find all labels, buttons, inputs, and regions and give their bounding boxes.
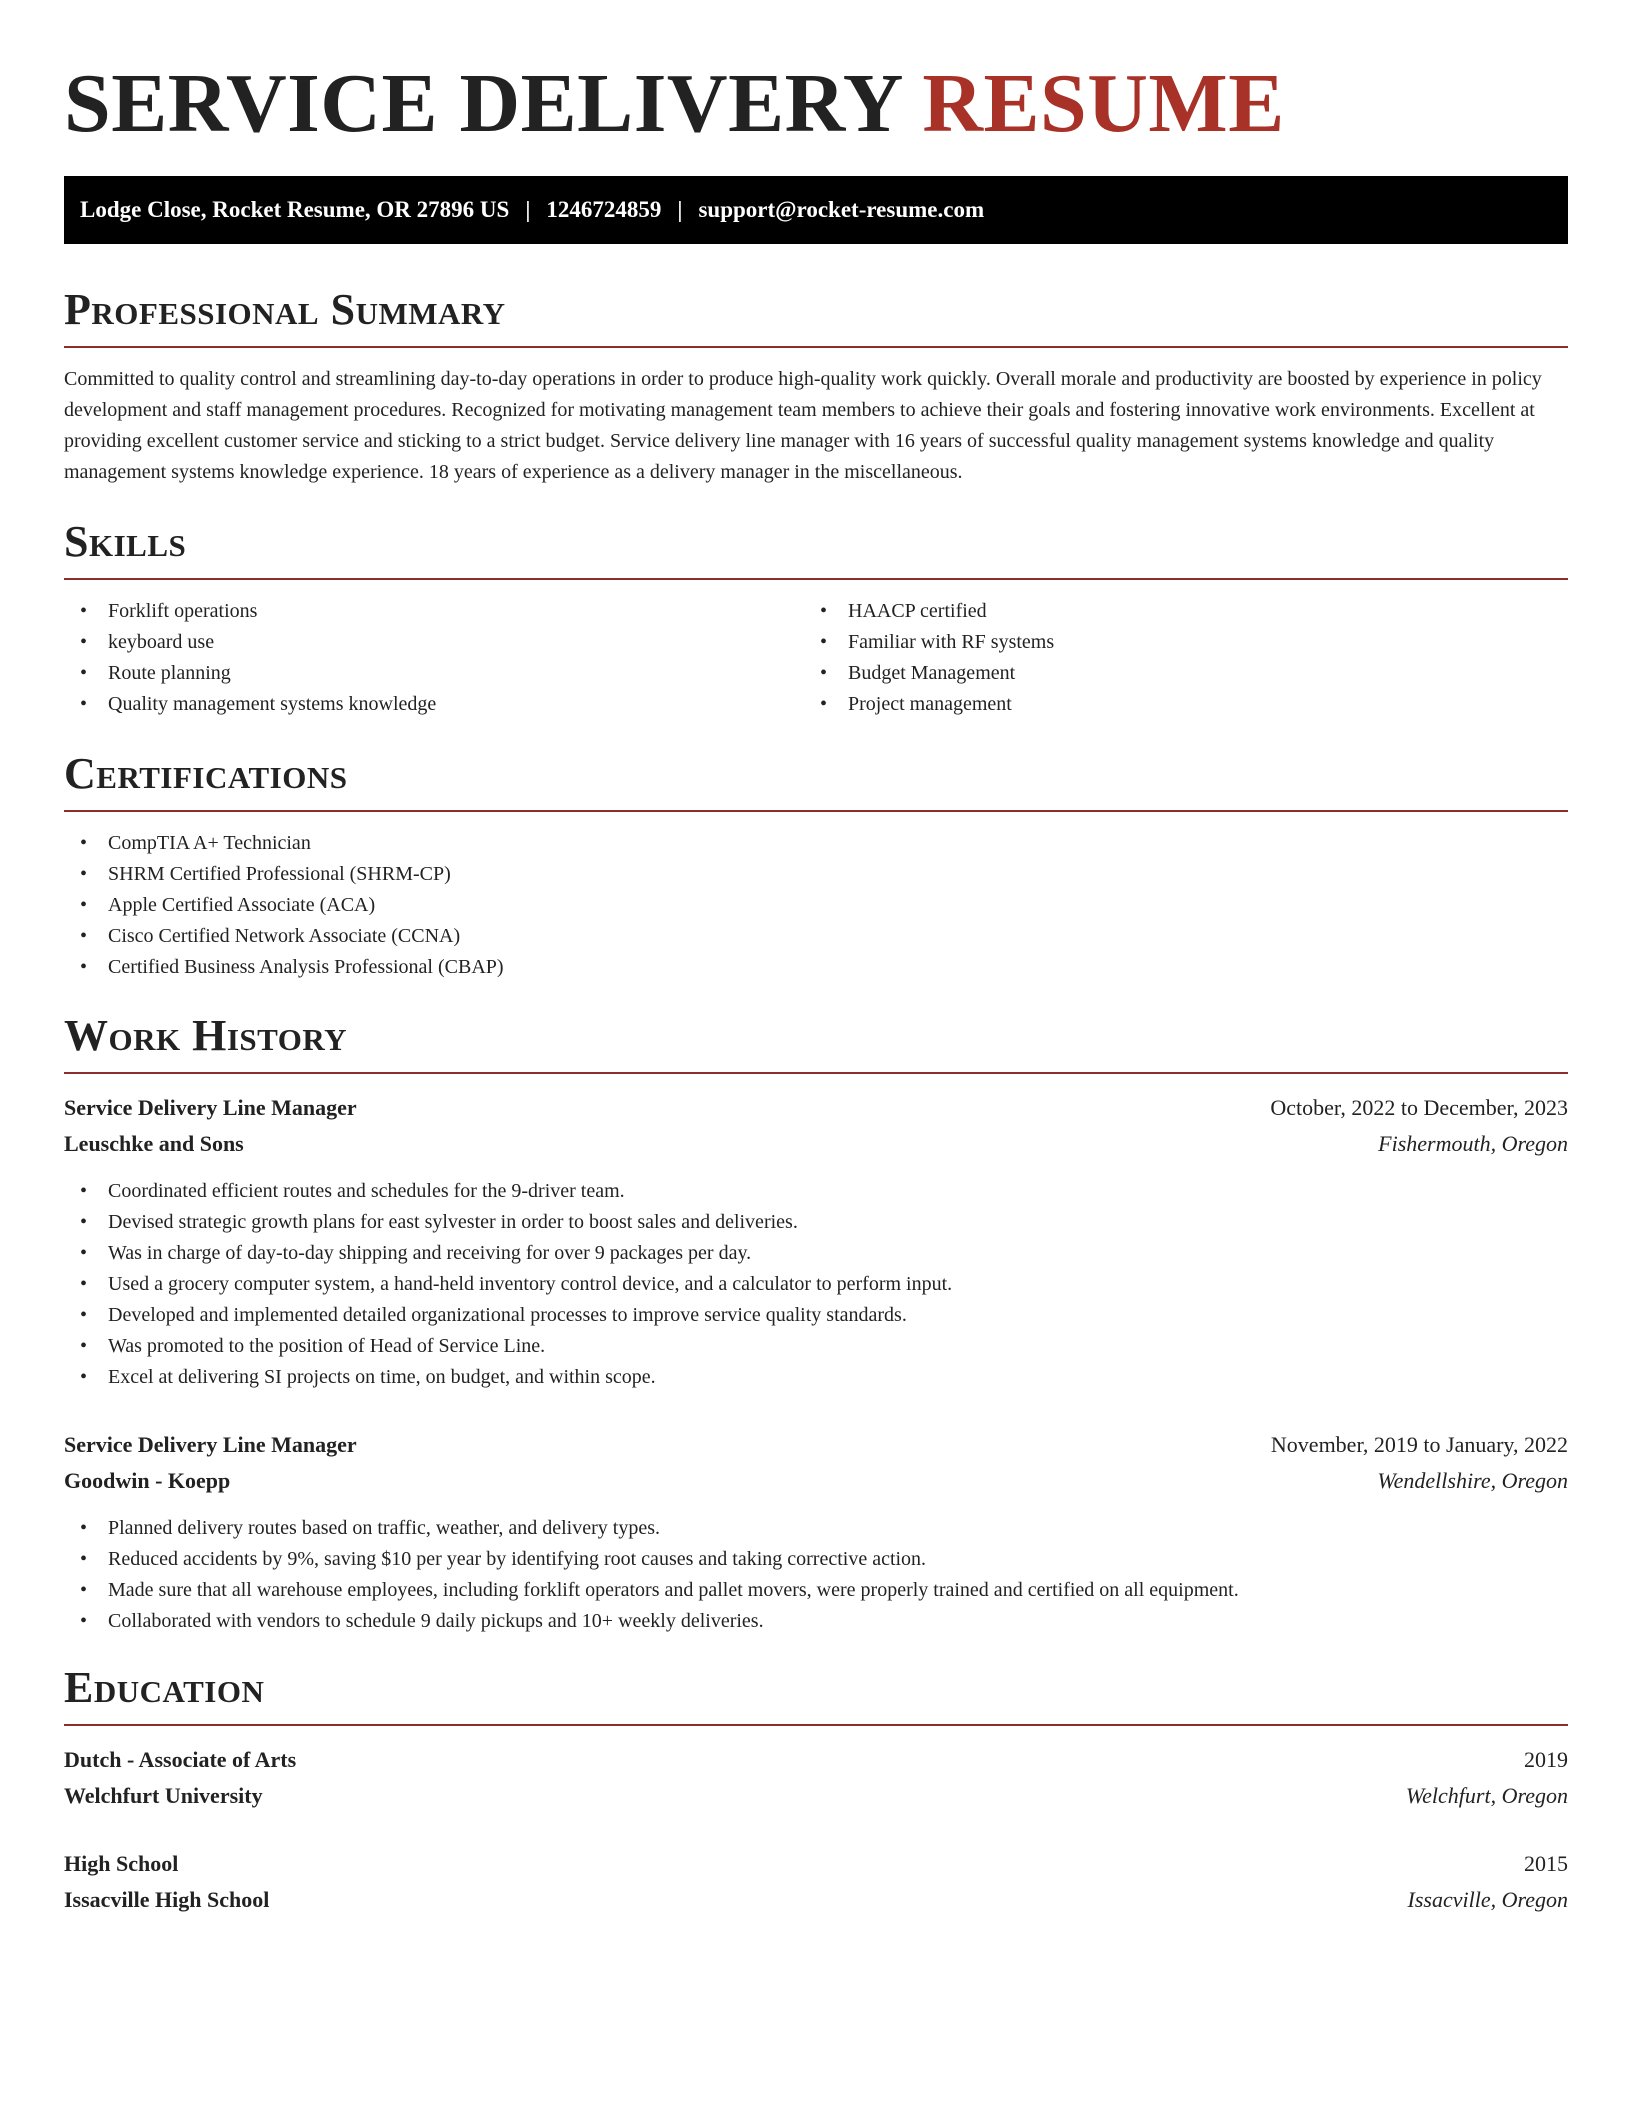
job-duty: • Excel at delivering SI projects on time, on budget, and within scope. bbox=[64, 1362, 1568, 1393]
skill-item: • keyboard use bbox=[64, 627, 804, 658]
skill-item: • HAACP certified bbox=[804, 596, 1544, 627]
certifications-heading: Certifications bbox=[64, 749, 348, 798]
skill-item: • Budget Management bbox=[804, 658, 1544, 689]
job-duties-list bbox=[64, 1176, 1568, 1393]
section-divider bbox=[64, 346, 1568, 348]
contact-bar bbox=[64, 176, 1568, 244]
certification-item: • Apple Certified Associate (ACA) bbox=[64, 890, 1568, 921]
job-title: Service Delivery Line Manager bbox=[64, 1095, 357, 1120]
job-title: Service Delivery Line Manager bbox=[64, 1432, 357, 1457]
job-duties-list bbox=[64, 1513, 1568, 1637]
job-duty: • Collaborated with vendors to schedule 9 daily pickups and 10+ weekly deliveries. bbox=[64, 1606, 1568, 1637]
job-duty: • Made sure that all warehouse employees, including forklift operators and pallet movers, were properly trained and certified on all equipment. bbox=[64, 1575, 1568, 1606]
skills-list-right bbox=[804, 596, 1544, 720]
skills-heading: Skills bbox=[64, 517, 187, 566]
contact-separator: | bbox=[677, 197, 683, 222]
title-accent: RESUME bbox=[922, 57, 1285, 150]
job-duty: • Planned delivery routes based on traffic, weather, and delivery types. bbox=[64, 1513, 1568, 1544]
job-location: Fishermouth, Oregon bbox=[1378, 1131, 1568, 1156]
skill-item: • Project management bbox=[804, 689, 1544, 720]
job-dates: October, 2022 to December, 2023 bbox=[1270, 1095, 1568, 1120]
education-location: Issacville, Oregon bbox=[1407, 1887, 1568, 1912]
section-divider bbox=[64, 1072, 1568, 1074]
education-degree: Dutch - Associate of Arts bbox=[64, 1747, 297, 1772]
skill-item: • Familiar with RF systems bbox=[804, 627, 1544, 658]
certifications-list bbox=[64, 828, 1568, 983]
job-dates: November, 2019 to January, 2022 bbox=[1270, 1432, 1568, 1457]
education-location: Welchfurt, Oregon bbox=[1405, 1783, 1568, 1808]
contact-address: Lodge Close, Rocket Resume, OR 27896 US bbox=[80, 197, 510, 222]
education-heading: Education bbox=[64, 1663, 265, 1712]
job-duty: • Was in charge of day-to-day shipping and receiving for over 9 packages per day. bbox=[64, 1238, 1568, 1269]
education-year: 2019 bbox=[1524, 1747, 1568, 1772]
certification-item: • Cisco Certified Network Associate (CCNA) bbox=[64, 921, 1568, 952]
education-section bbox=[64, 1662, 1568, 1918]
certification-item: • CompTIA A+ Technician bbox=[64, 828, 1568, 859]
skill-item: • Forklift operations bbox=[64, 596, 804, 627]
resume-title bbox=[64, 58, 1285, 150]
certification-item: • SHRM Certified Professional (SHRM-CP) bbox=[64, 859, 1568, 890]
skill-item: • Quality management systems knowledge bbox=[64, 689, 804, 720]
job-duty: • Was promoted to the position of Head of Service Line. bbox=[64, 1331, 1568, 1362]
education-school: Welchfurt University bbox=[64, 1783, 263, 1808]
job-location: Wendellshire, Oregon bbox=[1377, 1468, 1568, 1493]
job-duty: • Coordinated efficient routes and schedules for the 9-driver team. bbox=[64, 1176, 1568, 1207]
certifications-section bbox=[64, 748, 1568, 983]
job-duty: • Developed and implemented detailed organizational processes to improve service quality standards. bbox=[64, 1300, 1568, 1331]
contact-separator: | bbox=[525, 197, 531, 222]
job-company: Leuschke and Sons bbox=[64, 1131, 244, 1156]
contact-phone: 1246724859 bbox=[546, 197, 662, 222]
job-duty: • Reduced accidents by 9%, saving $10 per year by identifying root causes and taking corrective action. bbox=[64, 1544, 1568, 1575]
section-divider bbox=[64, 810, 1568, 812]
contact-email: support@rocket-resume.com bbox=[698, 197, 985, 222]
summary-text: Committed to quality control and streamlining day-to-day operations in order to produce high-quality work quickly. Overall morale and productivity are boosted by experience in policy development and staff management procedures. Recognized for motivating management team members to achieve their goals and fostering innovative work environments. Excellent at providing excellent customer service and sticking to a strict budget. Service delivery line manager with 16 years of successful quality management systems knowledge and quality management systems knowledge experience. 18 years of experience as a delivery manager in the miscellaneous. bbox=[64, 368, 1542, 483]
skill-item: • Route planning bbox=[64, 658, 804, 689]
job-duty: • Used a grocery computer system, a hand-held inventory control device, and a calculator to perform input. bbox=[64, 1269, 1568, 1300]
certification-item: • Certified Business Analysis Professional (CBAP) bbox=[64, 952, 1568, 983]
job-entry bbox=[64, 1090, 1568, 1393]
section-divider bbox=[64, 578, 1568, 580]
education-year: 2015 bbox=[1524, 1851, 1568, 1876]
education-degree: High School bbox=[64, 1851, 179, 1876]
skills-grid bbox=[64, 596, 1568, 720]
skills-section bbox=[64, 516, 1568, 720]
education-entry bbox=[64, 1742, 1568, 1814]
summary-section bbox=[64, 284, 1568, 488]
education-entry bbox=[64, 1846, 1568, 1918]
job-company: Goodwin - Koepp bbox=[64, 1468, 231, 1493]
work-history-heading: Work History bbox=[64, 1011, 348, 1060]
job-duty: • Devised strategic growth plans for east sylvester in order to boost sales and deliveries. bbox=[64, 1207, 1568, 1238]
title-main: SERVICE DELIVERY bbox=[64, 57, 901, 150]
work-history-section bbox=[64, 1010, 1568, 1637]
education-school: Issacville High School bbox=[64, 1887, 270, 1912]
skills-list-left bbox=[64, 596, 804, 720]
section-divider bbox=[64, 1724, 1568, 1726]
job-entry bbox=[64, 1427, 1568, 1637]
summary-heading: Professional Summary bbox=[64, 285, 506, 334]
